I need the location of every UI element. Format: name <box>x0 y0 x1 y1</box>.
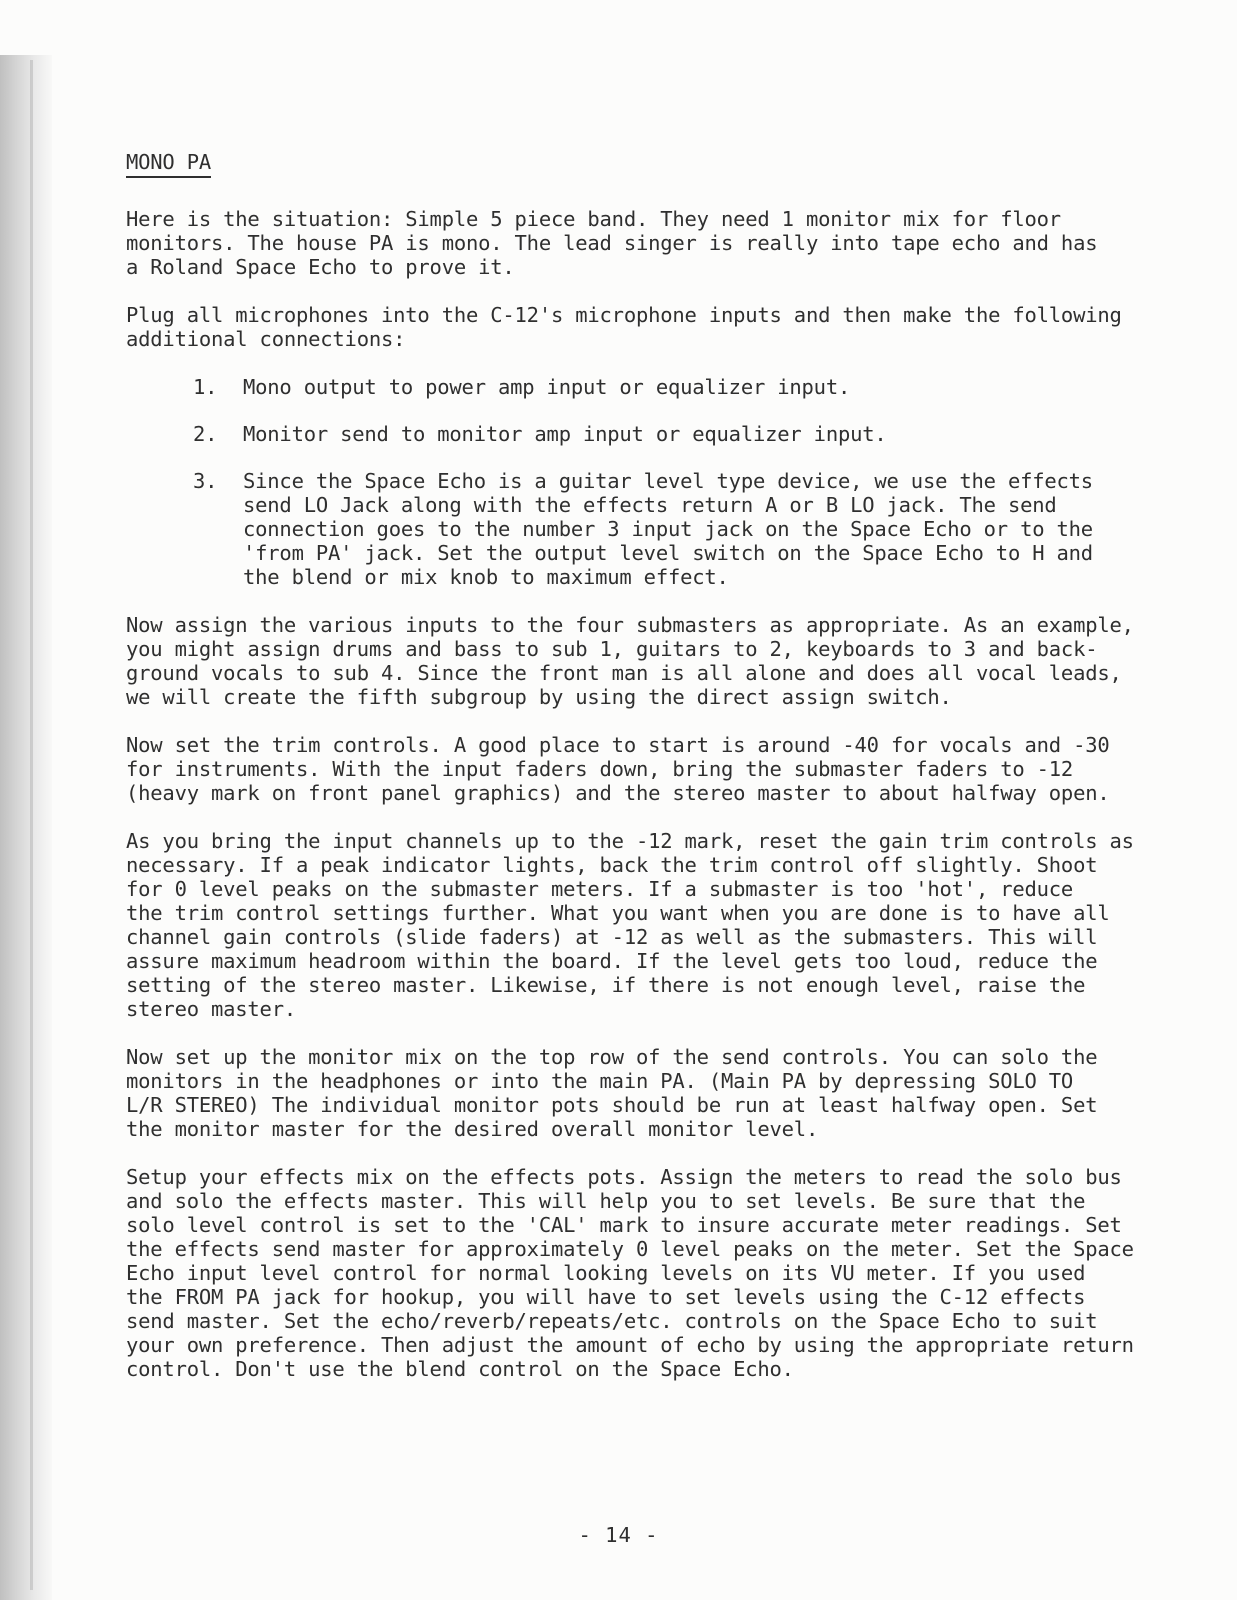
step-number: 3. <box>193 469 218 493</box>
connection-steps-list <box>126 375 1136 589</box>
page-content <box>126 150 1136 1405</box>
section-heading: MONO PA <box>126 150 211 178</box>
step-text: Since the Space Echo is a guitar level type device, we use the effects send LO Jack along with the effects return A or B LO jack. The send connection goes to the number 3 input jack on the Space Echo or to the 'from PA' jack. Set the output level switch on the Space Echo to H and the blend or mix knob to maximum effect. <box>243 469 1093 589</box>
list-item <box>193 469 1136 589</box>
step-number: 2. <box>193 422 218 446</box>
body-paragraph: Now set the trim controls. A good place to start is around -40 for vocals and -30 for instruments. With the input faders down, bring the submaster faders to -12 (heavy mark on front panel graphics) and the stereo master to about halfway open. <box>126 733 1110 805</box>
step-text: Mono output to power amp input or equalizer input. <box>243 375 851 399</box>
body-paragraph: As you bring the input channels up to the -12 mark, reset the gain trim controls as necessary. If a peak indicator lights, back the trim control off slightly. Shoot for 0 level peaks on the submaster meters. If a submaster is too 'hot', reduce the trim control settings further. What you want when you are done is to have all channel gain controls (slide faders) at -12 as well as the submasters. This will assure maximum headroom within the board. If the level gets too loud, reduce the setting of the stereo master. Likewise, if there is not enough level, raise the stereo master. <box>126 829 1134 1021</box>
list-item <box>193 375 1136 399</box>
intro-paragraph: Here is the situation: Simple 5 piece band. They need 1 monitor mix for floor monitors. The house PA is mono. The lead singer is really into tape echo and has a Roland Space Echo to prove it. <box>126 207 1098 279</box>
scan-binding-edge <box>0 55 52 1600</box>
body-paragraph: Setup your effects mix on the effects pots. Assign the meters to read the solo bus and solo the effects master. This will help you to set levels. Be sure that the solo level control is set to the 'CAL' mark to insure accurate meter readings. Set the effects send master for approximately 0 level peaks on the meter. Set the Space Echo input level control for normal looking levels on its VU meter. If you used the FROM PA jack for hookup, you will have to set levels using the C-12 effects send master. Set the echo/reverb/repeats/etc. controls on the Space Echo to suit your own preference. Then adjust the amount of echo by using the appropriate return control. Don't use the blend control on the Space Echo. <box>126 1165 1134 1381</box>
body-paragraph: Now set up the monitor mix on the top row of the send controls. You can solo the monitors in the headphones or into the main PA. (Main PA by depressing SOLO TO L/R STEREO) The individual monitor pots should be run at least halfway open. Set the monitor master for the desired overall monitor level. <box>126 1045 1098 1141</box>
page-number: - 14 - <box>578 1523 659 1547</box>
step-text: Monitor send to monitor amp input or equalizer input. <box>243 422 887 446</box>
intro-paragraph: Plug all microphones into the C-12's microphone inputs and then make the following additional connections: <box>126 303 1122 351</box>
body-paragraph: Now assign the various inputs to the four submasters as appropriate. As an example, you might assign drums and bass to sub 1, guitars to 2, keyboards to 3 and back- ground vocals to sub 4. Since the front man is all alone and does all vocal leads, we will create the fifth subgroup by using the direct assign switch. <box>126 613 1134 709</box>
list-item <box>193 422 1136 446</box>
scan-binding-shadow <box>30 60 33 1590</box>
step-number: 1. <box>193 375 218 399</box>
